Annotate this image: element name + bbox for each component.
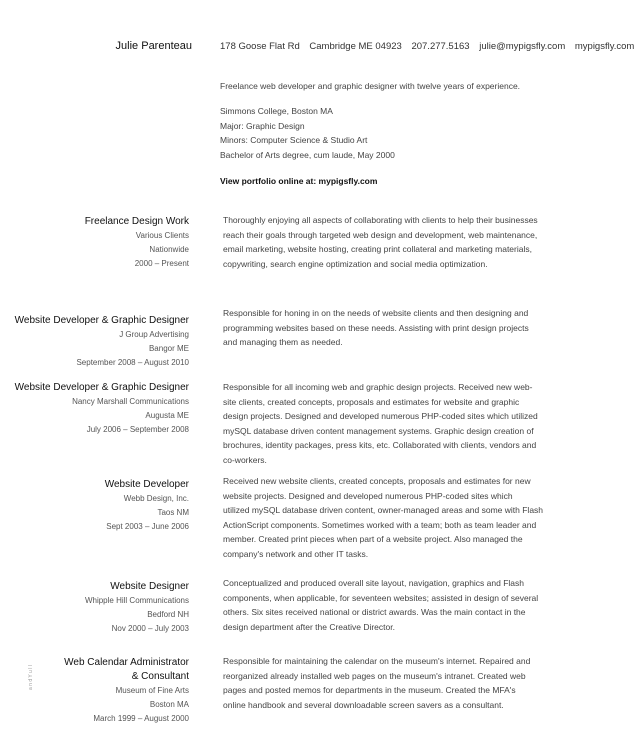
job-dates: 2000 – Present bbox=[134, 259, 189, 268]
job-title-continued: & Consultant bbox=[131, 671, 189, 682]
job-heading bbox=[64, 656, 189, 726]
job-title: Website Designer bbox=[110, 581, 189, 592]
job-employer: Whipple Hill Communications bbox=[84, 596, 189, 605]
job-location: Bedford NH bbox=[147, 610, 189, 619]
job-desc-line: copywriting, search engine optimization and social media optimization. bbox=[223, 258, 488, 269]
job-desc-line: Thoroughly enjoying all aspects of collaborating with clients to help their businesses bbox=[223, 215, 538, 225]
job-heading bbox=[105, 478, 189, 534]
job-desc-line: components, when applicable, for seventeen websites; assisted in design of several bbox=[223, 592, 539, 603]
portfolio-link[interactable]: View portfolio online at: mypigsfly.com bbox=[220, 176, 378, 186]
job-desc-line: programming websites based on these needs. Assisting with print design projects bbox=[223, 322, 529, 333]
job-heading bbox=[15, 381, 189, 437]
job-desc-line: Conceptualized and produced overall site layout, navigation, graphics and Flash bbox=[223, 578, 524, 588]
job-desc-line: company's network and other IT tasks. bbox=[223, 548, 369, 559]
job-desc-line: Responsible for all incoming web and graphic design projects. Received new web- bbox=[223, 382, 533, 392]
job-desc-line: email marketing, website hosting, creating print collateral and marketing materials, bbox=[223, 244, 532, 255]
job-location: Taos NM bbox=[157, 508, 189, 517]
job-dates: September 2008 – August 2010 bbox=[76, 358, 189, 367]
job-title: Website Developer bbox=[104, 479, 189, 490]
job-desc-line: member. Created print pieces when part of a website project. Also managed the bbox=[223, 534, 523, 545]
education bbox=[220, 104, 560, 162]
job-dates: Sept 2003 – June 2006 bbox=[106, 522, 189, 531]
applicant-name: Julie Parenteau bbox=[115, 40, 192, 52]
job-dates: July 2006 – September 2008 bbox=[86, 425, 189, 434]
job-desc-line: site clients, created concepts, proposals and estimates for website and graphic bbox=[223, 396, 520, 407]
job-description bbox=[223, 213, 553, 271]
contact-line bbox=[220, 41, 634, 52]
job-title: Web Calendar Administrator bbox=[64, 657, 189, 668]
job-employer: Various Clients bbox=[135, 231, 189, 240]
job-description bbox=[223, 380, 553, 468]
job-desc-line: utilized mySQL database driven content, owner-managed areas and some with Flash bbox=[223, 505, 544, 516]
job-desc-line: pages and posted memos for departments in the museum. Created the MFA's bbox=[223, 685, 516, 696]
job-desc-line: others. Six sites received national or district awards. Was the main contact in the bbox=[223, 607, 526, 618]
education-line: Bachelor of Arts degree, cum laude, May 2000 bbox=[220, 149, 395, 160]
contact-email[interactable]: julie@mypigsfly.com bbox=[479, 41, 566, 52]
job-description bbox=[223, 306, 553, 350]
job-desc-line: online handbook and several downloadable screen savers as a consultant. bbox=[223, 699, 504, 710]
job-description bbox=[223, 474, 553, 562]
contact-website[interactable]: mypigsfly.com bbox=[574, 41, 634, 52]
job-title: Website Developer & Graphic Designer bbox=[14, 382, 189, 393]
job-desc-line: Responsible for honing in on the needs of website clients and then designing and bbox=[223, 308, 529, 318]
education-line: Simmons College, Boston MA bbox=[220, 106, 333, 116]
contact-address: 178 Goose Flat Rd bbox=[220, 41, 300, 52]
job-description bbox=[223, 576, 553, 634]
summary-text: Freelance web developer and graphic designer with twelve years of experience. bbox=[220, 81, 521, 91]
job-employer: J Group Advertising bbox=[119, 330, 189, 339]
job-desc-line: and managing them as needed. bbox=[223, 337, 343, 348]
job-desc-line: Received new website clients, created concepts, proposals and estimates for new bbox=[223, 476, 531, 486]
job-heading bbox=[15, 314, 189, 370]
education-line: Major: Graphic Design bbox=[220, 120, 305, 131]
job-dates: Nov 2000 – July 2003 bbox=[111, 624, 189, 633]
education-line: Minors: Computer Science & Studio Art bbox=[220, 135, 368, 145]
job-location: Boston MA bbox=[149, 700, 189, 709]
job-heading bbox=[85, 215, 189, 271]
job-employer: Webb Design, Inc. bbox=[123, 494, 189, 503]
job-location: Nationwide bbox=[149, 245, 189, 254]
job-desc-line: brochures, identity packages, press kits, etc. Collaborated with clients, vendors and bbox=[223, 440, 537, 451]
job-location: Bangor ME bbox=[148, 344, 189, 353]
job-employer: Nancy Marshall Communications bbox=[72, 397, 189, 406]
contact-phone: 207.277.5163 bbox=[411, 41, 470, 52]
job-desc-line: design department after the Creative Director. bbox=[223, 621, 395, 632]
job-location: Augusta ME bbox=[145, 411, 189, 420]
job-employer: Museum of Fine Arts bbox=[115, 686, 189, 695]
job-heading bbox=[85, 580, 189, 636]
job-description bbox=[223, 654, 553, 712]
side-mark: a n d Y u l l bbox=[28, 665, 34, 690]
job-desc-line: co-workers. bbox=[223, 454, 267, 465]
job-desc-line: reach their goals through targeted web design and development, web maintenance, bbox=[223, 229, 538, 240]
job-desc-line: Responsible for maintaining the calendar on the museum's internet. Repaired and bbox=[223, 656, 531, 666]
job-desc-line: reorganized already installed web pages on the museum's intranet. Created web bbox=[223, 670, 526, 681]
job-desc-line: ActionScript components. Sometimes worked with a team; both as team leader and bbox=[223, 519, 537, 530]
contact-city: Cambridge ME 04923 bbox=[309, 41, 402, 52]
job-desc-line: website projects. Designed and developed numerous PHP-coded sites which bbox=[223, 490, 513, 501]
job-title: Freelance Design Work bbox=[84, 216, 189, 227]
job-dates: March 1999 – August 2000 bbox=[93, 714, 189, 723]
job-desc-line: design projects. Designed and developed numerous PHP-coded sites which utilized bbox=[223, 411, 538, 422]
job-title: Website Developer & Graphic Designer bbox=[14, 315, 189, 326]
summary bbox=[220, 79, 560, 94]
job-desc-line: mySQL database driven content management systems. Graphic design creation of bbox=[223, 425, 534, 436]
